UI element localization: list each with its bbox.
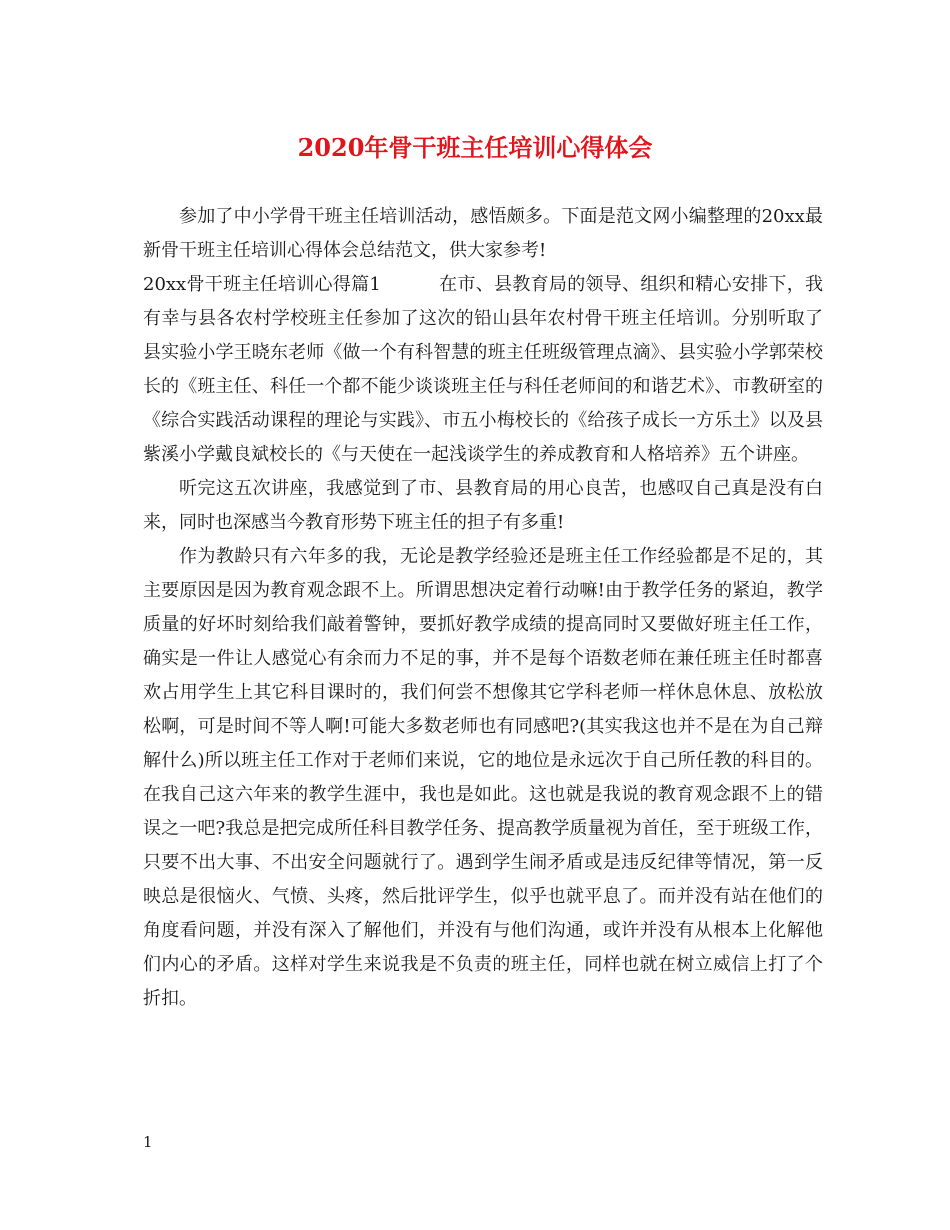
document-body bbox=[143, 200, 823, 1016]
paragraph-2: 听完这五次讲座，我感觉到了市、县教育局的用心良苦，也感叹自己真是没有白来，同时也深感当今教育形势下班主任的担子有多重! bbox=[143, 478, 823, 533]
page-number: 1 bbox=[143, 1133, 153, 1151]
intro-paragraph: 参加了中小学骨干班主任培训活动，感悟颇多。下面是范文网小编整理的20xx最新骨干班主任培训心得体会总结范文，供大家参考! bbox=[143, 206, 823, 261]
document-title: 2020年骨干班主任培训心得体会 bbox=[297, 133, 653, 162]
section-first-paragraph: 在市、县教育局的领导、组织和精心安排下，我有幸与县各农村学校班主任参加了这次的铅山县年农村骨干班主任培训。分别听取了县实验小学王晓东老师《做一个有科智慧的班主任班级管理点滴》、县实验小学郭荣校长的《班主任、科任一个都不能少谈谈班主任与科任老师间的和谐艺术》、市教研室的《综合实践活动课程的理论与实践》、市五小梅校长的《给孩子成长一方乐土》以及县紫溪小学戴良斌校长的《与天使在一起浅谈学生的养成教育和人格培养》五个讲座。 bbox=[143, 274, 823, 465]
paragraph-3: 作为教龄只有六年多的我，无论是教学经验还是班主任工作经验都是不足的，其主要原因是因为教育观念跟不上。所谓思想决定着行动嘛!由于教学任务的紧迫，教学质量的好坏时刻给我们敲着警钟，要抓好教学成绩的提高同时又要做好班主任工作，确实是一件让人感觉心有余而力不足的事，并不是每个语数老师在兼任班主任时都喜欢占用学生上其它科目课时的，我们何尝不想像其它学科老师一样休息休息、放松放松啊，可是时间不等人啊!可能大多数老师也有同感吧?(其实我这也并不是在为自己辩解什么)所以班主任工作对于老师们来说，它的地位是永远次于自己所任教的科目的。在我自己这六年来的教学生涯中，我也是如此。这也就是我说的教育观念跟不上的错误之一吧?我总是把完成所任科目教学任务、提高教学质量视为首任，至于班级工作，只要不出大事、不出安全问题就行了。遇到学生闹矛盾或是违反纪律等情况，第一反映总是很恼火、气愤、头疼，然后批评学生，似乎也就平息了。而并没有站在他们的角度看问题，并没有深入了解他们，并没有与他们沟通，或许并没有从根本上化解他们内心的矛盾。这样对学生来说我是不负责的班主任，同样也就在树立威信上打了个折扣。 bbox=[143, 546, 823, 1009]
section-heading: 20xx骨干班主任培训心得篇1 bbox=[143, 274, 381, 295]
section-paragraph bbox=[143, 268, 823, 472]
